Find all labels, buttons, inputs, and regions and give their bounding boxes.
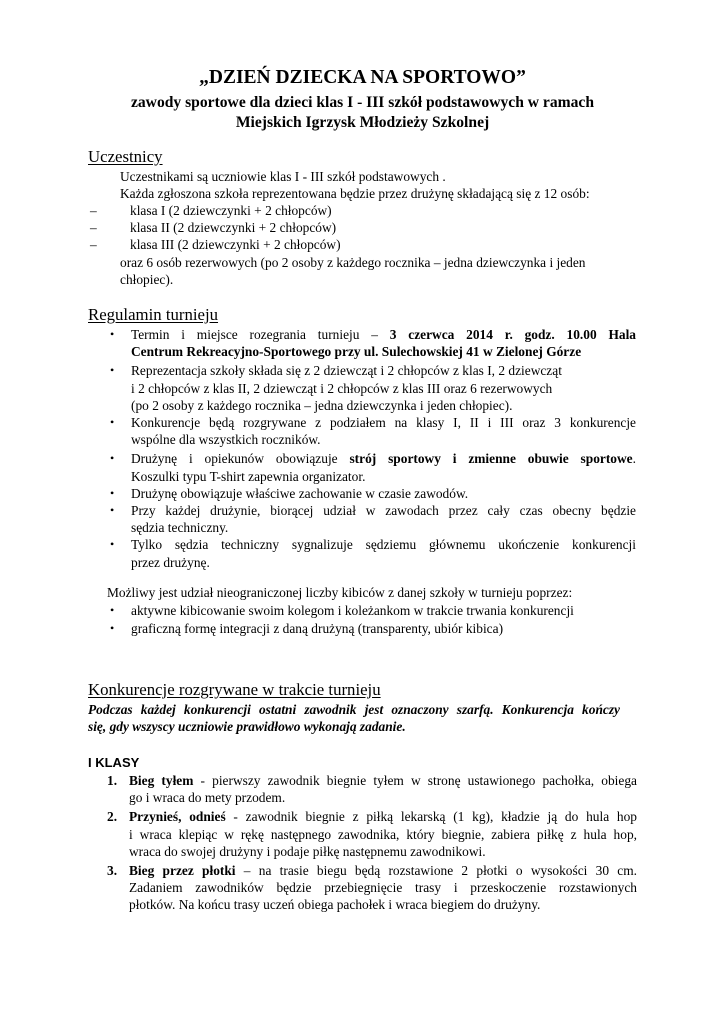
- subtitle-line-2: Miejskich Igrzysk Młodzieży Szkolnej: [235, 114, 490, 131]
- konkurencje-numbered-list: [107, 772, 637, 914]
- item-desc: - zawodnik biegnie z piłką lekarską (1 kg), kładzie ją do hula hop: [233, 809, 637, 825]
- bullet-marker: •: [110, 621, 115, 636]
- uczestnicy-reserve: [120, 254, 630, 288]
- list-item-text: klasa III (2 dziewczynki + 2 chłopców): [130, 237, 341, 253]
- item-desc: go i wraca do mety przodem.: [129, 790, 286, 806]
- list-item-text: [129, 862, 637, 879]
- list-item-text: przez drużynę.: [131, 554, 210, 570]
- list-item-text: sędzia techniczny.: [131, 520, 229, 536]
- list-item-text: (po 2 osoby z każdego rocznika – jedna dziewczynka i jeden chłopiec).: [131, 397, 513, 413]
- list-item-text: klasa I (2 dziewczynki + 2 chłopców): [130, 203, 332, 218]
- konkurencje-note: [88, 701, 620, 735]
- list-item: [110, 326, 636, 360]
- item-desc: - pierwszy zawodnik biegnie tyłem w stronę ustawionego pachołka, obiega: [200, 773, 637, 788]
- section-heading-uczestnicy: Uczestnicy: [88, 147, 163, 166]
- item-name: Bieg tyłem: [129, 773, 194, 788]
- uczestnicy-section: [120, 168, 630, 202]
- list-item: [110, 502, 636, 536]
- list-item: [110, 620, 636, 637]
- list-item-text-part: Drużynę i opiekunów obowiązuje: [131, 451, 338, 467]
- item-desc: – na trasie biegu będą rozstawione 2 płotki o wysokości 30 cm.: [243, 863, 637, 879]
- list-item-text: graficzną formę integracji z daną drużyną (transparenty, ubiór kibica): [131, 621, 504, 637]
- bullet-marker: •: [110, 451, 115, 466]
- list-item: [107, 772, 637, 806]
- list-item-text: wspólne dla wszystkich roczników.: [131, 432, 321, 448]
- kibice-bullet-list: [110, 602, 636, 637]
- bullet-marker: •: [110, 363, 115, 378]
- list-item-text: [129, 772, 637, 789]
- reserve-line-1: oraz 6 osób rezerwowych (po 2 osoby z każdego rocznika – jedna dziewczynka i jeden: [120, 255, 586, 270]
- item-number: 1.: [107, 773, 118, 788]
- bullet-marker: •: [110, 537, 115, 552]
- section-heading-regulamin: Regulamin turnieju: [88, 305, 219, 324]
- dash-marker: –: [90, 203, 97, 218]
- list-item: [107, 808, 637, 860]
- list-item-bold: 3 czerwca 2014 r. godz. 10.00 Hala: [389, 327, 636, 342]
- item-desc: Zadaniem zawodników będzie przebiegnięcie trasy i przeskoczenie rozstawionych: [129, 880, 637, 896]
- list-item-text: i 2 chłopców z klas II, 2 dziewcząt i 2 chłopców z klas III oraz 6 rezerwowych: [131, 380, 553, 396]
- klasy-heading: I KLASY: [88, 755, 140, 770]
- list-item: [90, 202, 610, 219]
- list-item: [110, 450, 636, 484]
- list-item-text: Konkurencje będą rozgrywane z podziałem na klasy I, II i III oraz 3 konkurencje: [131, 415, 636, 431]
- uczestnicy-line-1: Uczestnikami są uczniowie klas I - III szkół podstawowych .: [120, 169, 446, 184]
- list-item-text: Drużynę obowiązuje właściwe zachowanie w czasie zawodów.: [131, 485, 469, 501]
- bullet-marker: •: [110, 327, 115, 341]
- item-name: Przynieś, odnieś: [129, 809, 226, 825]
- list-item-bold: strój sportowy i zmienne obuwie sportowe: [349, 451, 633, 467]
- list-item-text: klasa II (2 dziewczynki + 2 chłopców): [130, 220, 337, 236]
- item-name: Bieg przez płotki: [129, 863, 236, 879]
- item-number: 3.: [107, 863, 118, 879]
- list-item-text: Koszulki typu T-shirt zapewnia organizator.: [131, 468, 366, 484]
- bullet-marker: •: [110, 603, 115, 617]
- item-number: 2.: [107, 809, 118, 825]
- list-item-text: [131, 326, 636, 343]
- list-item: [90, 236, 610, 253]
- uczestnicy-line-2: Każda zgłoszona szkoła reprezentowana będzie przez drużynę składającą się z 12 osób:: [120, 186, 590, 202]
- list-item: [107, 862, 637, 914]
- list-item-text-part: Termin i miejsce rozegrania turnieju –: [131, 327, 378, 342]
- document-title: „DZIEŃ DZIECKA NA SPORTOWO”: [199, 67, 526, 88]
- list-item-text: Przy każdej drużynie, biorącej udział w zawodach przez cały czas obecny będzie: [131, 503, 636, 519]
- list-item: [110, 414, 636, 448]
- item-desc: płotków. Na końcu trasy uczeń obiega pachołek i wraca biegiem do drużyny.: [129, 897, 541, 913]
- list-item-text-part: .: [632, 451, 636, 467]
- list-item: [110, 602, 636, 619]
- bullet-marker: •: [110, 415, 115, 430]
- list-item-text: aktywne kibicowanie swoim kolegom i koleżankom w trakcie trwania konkurencji: [131, 603, 574, 618]
- note-line-2: się, gdy wszyscy uczniowie prawidłowo wykonają zadanie.: [88, 719, 406, 735]
- kibice-intro: Możliwy jest udział nieograniczonej liczby kibiców z danej szkoły w turnieju poprzez:: [107, 585, 573, 600]
- note-line-1: Podczas każdej konkurencji ostatni zawodnik jest oznaczony szarfą. Konkurencja kończy: [88, 702, 620, 717]
- bullet-marker: •: [110, 485, 115, 500]
- list-item-text: [129, 808, 637, 825]
- list-item: [90, 219, 610, 236]
- item-desc: wraca do swojej drużyny i podaje piłkę następnemu zawodnikowi.: [129, 843, 486, 859]
- uczestnicy-dash-list: [90, 202, 610, 254]
- section-heading-konkurencje: Konkurencje rozgrywane w trakcie turnieju: [88, 680, 381, 699]
- document-subtitle: [0, 93, 725, 133]
- list-item: [110, 362, 636, 414]
- dash-marker: –: [90, 220, 97, 236]
- list-item-text: [131, 450, 636, 467]
- reserve-line-2: chłopiec).: [120, 272, 174, 288]
- item-desc: i wraca klepiąc w rękę następnego zawodnika, który biegnie, zabiera piłkę z hula hop,: [129, 826, 637, 842]
- subtitle-line-1: zawody sportowe dla dzieci klas I - III szkół podstawowych w ramach: [130, 94, 595, 111]
- list-item: [110, 485, 636, 502]
- dash-marker: –: [90, 237, 97, 253]
- regulamin-bullet-list: [110, 326, 636, 571]
- list-item: [110, 536, 636, 570]
- list-item-text: Tylko sędzia techniczny sygnalizuje sędziemu głównemu ukończenie konkurencji: [131, 537, 636, 553]
- bullet-marker: •: [110, 503, 115, 518]
- list-item-text: Reprezentacja szkoły składa się z 2 dziewcząt i 2 chłopców z klas I, 2 dziewcząt: [131, 363, 562, 379]
- list-item-bold: Centrum Rekreacyjno-Sportowego przy ul. Sulechowskiej 41 w Zielonej Górze: [131, 344, 582, 360]
